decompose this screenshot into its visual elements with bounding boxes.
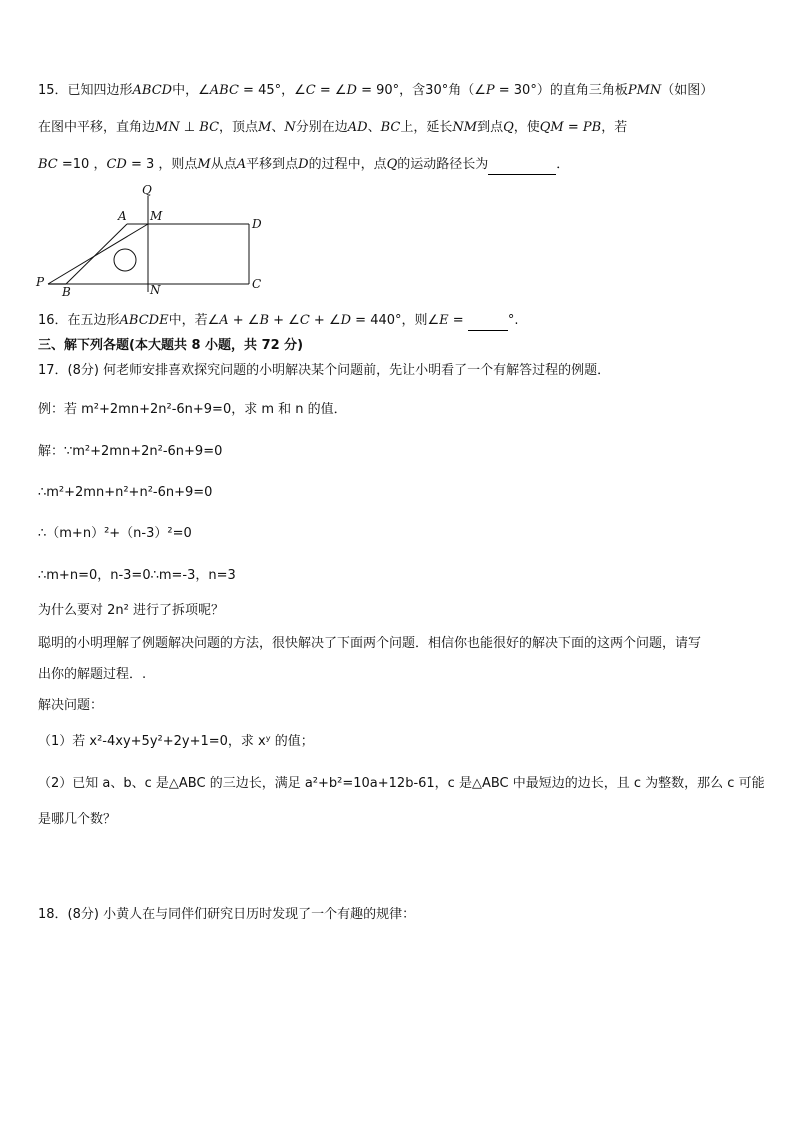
q15-math: P xyxy=(485,83,495,98)
q15-math: D xyxy=(346,83,357,98)
q15-text: 上，延长 xyxy=(400,120,453,135)
q16-math: B xyxy=(259,313,270,328)
q15-text: = ∠ xyxy=(315,83,347,98)
q15-math: Q xyxy=(503,120,514,135)
q15-math: C xyxy=(305,83,316,98)
q16-text: + ∠ xyxy=(228,313,260,328)
q15-math: ABC xyxy=(209,83,239,98)
q15-math: N xyxy=(284,120,296,135)
q15-text: 在图中平移，直角边 xyxy=(38,120,156,135)
q15-line-1 xyxy=(38,82,713,100)
q15-math: BC xyxy=(380,120,401,135)
q15-text: 到点 xyxy=(477,120,504,135)
q15-math: D xyxy=(298,157,309,172)
q15-text: =10 ， xyxy=(57,157,107,172)
answer-blank[interactable] xyxy=(468,312,508,331)
q16-line xyxy=(38,312,518,331)
q15-text: 分别在边 xyxy=(295,120,348,135)
q17-solution-line-3: ∴（m+n）²+（n-3）²=0 xyxy=(38,526,192,541)
q15-text: ，顶点 xyxy=(219,120,259,135)
q15-text: （如图） xyxy=(661,83,714,98)
q15-text: 中，∠ xyxy=(172,83,210,98)
q15-text: 的过程中，点 xyxy=(308,157,387,172)
q16-math: D xyxy=(340,313,352,328)
q16-text: = 440°，则∠ xyxy=(351,313,440,328)
q15-text: 从点 xyxy=(210,157,237,172)
q17-solve-heading: 解决问题： xyxy=(38,698,104,713)
q15-text: 、 xyxy=(271,120,285,135)
section-heading: 三、解下列各题(本大题共 8 小题，共 72 分) xyxy=(38,338,304,353)
q15-math: AD xyxy=(347,120,368,135)
q15-math: NM xyxy=(452,120,478,135)
q17-example: 例：若 m²+2mn+2n²-6n+9=0，求 m 和 n 的值． xyxy=(38,402,347,417)
label-q: Q xyxy=(142,183,152,197)
q16-text: 中，若∠ xyxy=(168,313,220,328)
q18-intro: 18．(8分) 小黄人在与同伴们研究日历时发现了一个有趣的规律： xyxy=(38,907,416,922)
q15-math: QM xyxy=(539,120,564,135)
q15-text: ． xyxy=(556,157,570,172)
q17-intro: 17．(8分) 何老师安排喜欢探究问题的小明解决某个问题前，先让小明看了一个有解答过程的例题． xyxy=(38,363,611,378)
q15-text: = 45°，∠ xyxy=(238,83,306,98)
q17-problem-1: （1）若 x²-4xy+5y²+2y+1=0，求 xʸ 的值； xyxy=(38,734,314,749)
q15-math: MN xyxy=(155,120,180,135)
label-a: A xyxy=(118,209,127,223)
q15-text: = 90°，含30°角（∠ xyxy=(356,83,486,98)
q17-solution-line-1: 解：∵m²+2mn+2n²-6n+9=0 xyxy=(38,444,223,459)
label-c: C xyxy=(252,277,262,291)
label-p: P xyxy=(36,275,45,289)
triangle-hole-circle xyxy=(114,249,136,271)
q16-math: ABCDE xyxy=(119,313,169,328)
q15-math: BC xyxy=(199,120,220,135)
label-b: B xyxy=(62,285,71,299)
q15-text: 的运动路径长为 xyxy=(397,157,489,172)
q16-text: = xyxy=(448,313,468,328)
q15-line-3 xyxy=(38,156,569,175)
q17-smart-line-1: 聪明的小明理解了例题解决问题的方法，很快解决了下面两个问题．相信你也能很好的解决下面的这两个问题，请写 xyxy=(38,636,702,651)
q15-text: = 3 ，则点 xyxy=(126,157,198,172)
q17-solution-line-4: ∴m+n=0，n-3=0∴m=-3，n=3 xyxy=(38,568,236,583)
q16-text: + ∠ xyxy=(309,313,341,328)
label-n: N xyxy=(150,283,161,297)
q16-text: + ∠ xyxy=(269,313,300,328)
q15-figure xyxy=(30,180,280,302)
label-m: M xyxy=(150,209,163,223)
q15-text: = xyxy=(563,120,583,135)
q16-math: A xyxy=(219,313,229,328)
q15-line-2 xyxy=(38,119,627,137)
q16-math: E xyxy=(439,313,449,328)
q15-math: M xyxy=(197,157,211,172)
q15-text: 平移到点 xyxy=(246,157,299,172)
q15-math: BC xyxy=(38,157,58,172)
answer-blank[interactable] xyxy=(488,156,556,175)
label-d: D xyxy=(252,217,262,231)
q15-math: PMN xyxy=(627,83,662,98)
q15-math: CD xyxy=(106,157,127,172)
q15-math: A xyxy=(236,157,247,172)
segment-ab xyxy=(66,224,127,284)
q15-math: ABCD xyxy=(132,83,173,98)
segment-pm xyxy=(48,224,148,284)
q15-math: M xyxy=(258,120,272,135)
q17-solution-line-2: ∴m²+2mn+n²+n²-6n+9=0 xyxy=(38,485,213,500)
q15-text: ⊥ xyxy=(179,120,200,135)
q15-math: Q xyxy=(386,157,398,172)
q15-text: 、 xyxy=(367,120,381,135)
q16-math: C xyxy=(299,313,310,328)
q15-text: ，若 xyxy=(601,120,628,135)
q16-text: 16．在五边形 xyxy=(38,313,120,328)
q15-math: PB xyxy=(582,120,602,135)
q15-text: ，使 xyxy=(513,120,540,135)
q16-text: °. xyxy=(507,313,519,328)
q17-problem-2-line-2: 是哪几个数？ xyxy=(38,812,117,827)
q15-text: = 30°）的直角三角板 xyxy=(494,83,628,98)
q17-smart-line-2: 出你的解题过程．. xyxy=(38,667,147,682)
q17-problem-2-line-1: （2）已知 a、b、c 是△ABC 的三边长，满足 a²+b²=10a+12b-61，c 是△ABC 中最短边的边长，且 c 为整数，那么 c 可能 xyxy=(38,776,765,791)
q17-why: 为什么要对 2n² 进行了拆项呢？ xyxy=(38,603,224,618)
q15-text: 15．已知四边形 xyxy=(38,83,133,98)
